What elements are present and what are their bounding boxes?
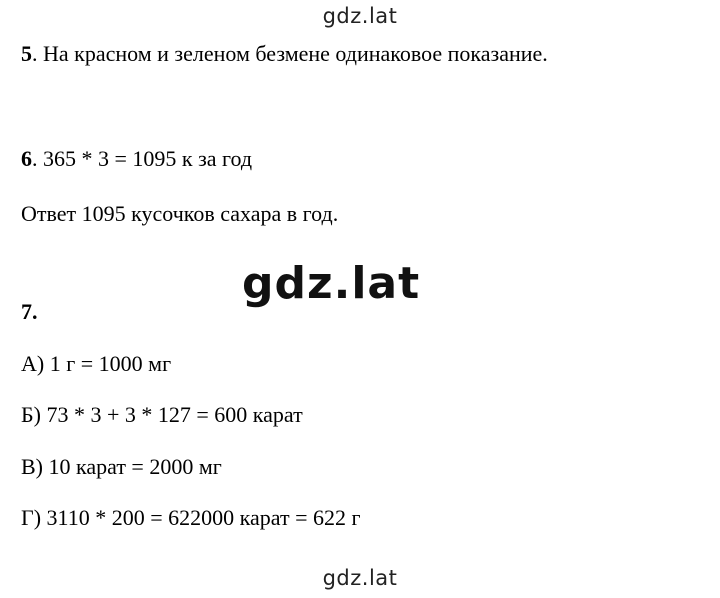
task-7-item-b: Б) 73 * 3 + 3 * 127 = 600 карат <box>21 402 303 427</box>
task-7-item-a: А) 1 г = 1000 мг <box>21 351 172 376</box>
task-6-number: 6 <box>21 146 32 171</box>
task-6-answer: Ответ 1095 кусочков сахара в год. <box>21 201 339 226</box>
task-5-text: . На красном и зеленом безмене одинаковое показание. <box>32 41 548 66</box>
task-5 <box>21 43 548 65</box>
task-7-item-d: Г) 3110 * 200 = 622000 карат = 622 г <box>21 505 361 530</box>
task-6 <box>21 148 252 170</box>
watermark-middle: gdz.lat <box>242 258 421 309</box>
watermark-bottom: gdz.lat <box>322 566 398 590</box>
task-6-text: . 365 * 3 = 1095 к за год <box>32 146 253 171</box>
watermark-top: gdz.lat <box>322 4 398 28</box>
task-5-number: 5 <box>21 41 32 66</box>
task-7-item-c: В) 10 карат = 2000 мг <box>21 454 222 479</box>
task-7-number: 7. <box>21 299 38 324</box>
